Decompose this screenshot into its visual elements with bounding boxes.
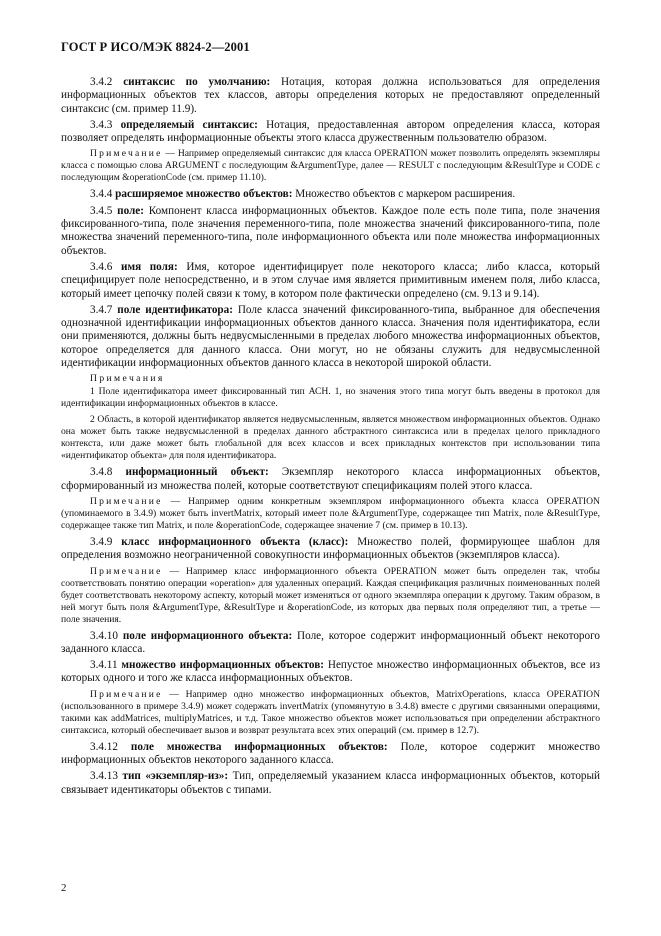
note-3-4-11 bbox=[61, 689, 600, 737]
page-content bbox=[61, 76, 600, 800]
note-label: Примечание bbox=[90, 688, 163, 700]
defined-term: поле идентификатора: bbox=[117, 303, 233, 316]
clause-number: 3.4.9 bbox=[90, 535, 113, 548]
definition-3-4-9 bbox=[61, 536, 600, 563]
clause-number: 3.4.13 bbox=[90, 770, 118, 783]
definition-text: Тип, определяемый указанием класса информационных объектов, который связывает идентикаторы объектов с типами. bbox=[61, 770, 601, 796]
note-text: — Например определяемый синтаксис для класса OPERATION может позволить определять экземпляры класса с помощью слова ARGUMENT с последующим &ArgumentType, далее — RESULT с последующим &ResultType и CODE с последующим &operationCode (см. пример 11.10). bbox=[61, 148, 601, 184]
note-item-1: 1 Поле идентификатора имеет фиксированный тип АСН. 1, но значения этого типа могут быть введены в протокол для идентификации информационных объектов в классе. bbox=[61, 386, 600, 410]
definition-text: Поле, которое содержит множество информационных объектов некоторого заданного класса. bbox=[61, 740, 601, 767]
defined-term: информационный объект: bbox=[125, 466, 269, 479]
definition-text: Поле класса значений фиксированного-типа, выбранное для обеспечения однозначной идентификации информационных объектов данного класса. Значения поля идентификатора, если они применяются, должны быть недвусмысленными в пределах любого множества информационных объектов, которое определяется для данного класса. Они могут, но не обязаны служить для недвусмысленной идентификации информационных объектов данного класса в некоторой широкой области. bbox=[61, 303, 600, 370]
page-number: 2 bbox=[61, 882, 67, 894]
definition-text: Нотация, предоставленная автором определения класса, которая позволяет определять информационные объекты этого класса дружественным пользователю образом. bbox=[61, 118, 600, 145]
clause-number: 3.4.5 bbox=[90, 204, 113, 217]
definition-text: Множество объектов с маркером расширения. bbox=[295, 188, 516, 201]
definition-3-4-5 bbox=[61, 205, 600, 258]
defined-term: синтаксис по умолчанию: bbox=[123, 76, 271, 88]
defined-term: множество информационных объектов: bbox=[121, 659, 324, 672]
definition-3-4-6 bbox=[61, 261, 600, 301]
definition-3-4-12 bbox=[61, 741, 600, 768]
defined-term: класс информационного объекта (класс): bbox=[121, 535, 349, 548]
definition-3-4-10 bbox=[61, 630, 600, 657]
note-3-4-8 bbox=[61, 496, 600, 532]
clause-number: 3.4.10 bbox=[90, 629, 118, 642]
definition-3-4-2 bbox=[61, 76, 600, 116]
definition-3-4-7 bbox=[61, 304, 600, 370]
note-3-4-9 bbox=[61, 566, 600, 626]
defined-term: определяемый синтаксис: bbox=[120, 118, 258, 131]
definition-3-4-4 bbox=[61, 188, 600, 201]
defined-term: имя поля: bbox=[121, 260, 178, 273]
definition-3-4-11 bbox=[61, 659, 600, 686]
definition-text: Непустое множество информационных объектов, все из которых одного и того же класса информационных объектов. bbox=[61, 659, 601, 685]
definition-text: Нотация, которая должна использоваться для определения информационных объектов тех классов, авторы определения которых не предоставляют определенный синтаксис (см. пример 11.9). bbox=[61, 76, 600, 115]
clause-number: 3.4.2 bbox=[90, 76, 113, 88]
definition-3-4-13 bbox=[61, 770, 600, 797]
defined-term: поле множества информационных объектов: bbox=[130, 740, 388, 753]
clause-number: 3.4.8 bbox=[90, 466, 113, 479]
clause-number: 3.4.4 bbox=[90, 188, 113, 201]
note-text: — Например одно множество информационных объектов, MatrixOperations, класса OPERATION (использованного в примере 3.4.9) может содержать invertMatrix (упомянутую в 3.4.8) вместе с другими связанными операциями, такими как addMatrices, multiplyMatrices, и т.д. Такое множество объектов может использоваться при определении абстрактного синтаксиса, который обеспечивает вызов и возврат результата всех этих операций (см. пример в 12.7). bbox=[61, 688, 600, 736]
note-label: Примечание bbox=[90, 495, 163, 507]
definition-text: Множество полей, формирующее шаблон для определения возможно неограниченной совокупности информационных объектов (экземпляров класса). bbox=[61, 535, 600, 562]
note-text: — Например одним конкретным экземпляром информационного объекта класса OPERATION (упоминаемого в 3.4.9) может быть invertMatrix, который имеет поле &ArgumentType, содержащее тип Matrix, поле &ResultType, содержащее также тип Matrix, и поле &operationCode, содержащее значение 7 (см. пример в 10.13). bbox=[61, 495, 600, 531]
notes-heading: Примечания bbox=[90, 373, 165, 385]
note-label: Примечание bbox=[90, 148, 163, 160]
note-3-4-3 bbox=[61, 148, 600, 184]
definition-3-4-8 bbox=[61, 466, 600, 493]
definition-text: Компонент класса информационных объектов. Каждое поле есть поле типа, поле значения фиксированного-типа, поле значения переменного-типа, поле множества значений фиксированного-типа, поле множества значений переменного-типа, поле информационного объекта или поле множества информационных объектов. bbox=[61, 204, 601, 257]
note-text: — Например класс информационного объекта OPERATION может быть определен так, чтобы соответствовать понятию операции «operation» для удаленных операций. Каждая спецификация различных поименованных полей будет соответствовать некоторому аспекту, который может изменяться от одного экземпляра операции к другому. Таким образом, в ней могут быть поля &ArgumentType, &ResultType и &operationCode, из которых два первых поля определяют тип, а третье — поле значения. bbox=[61, 565, 600, 625]
defined-term: тип «экземпляр-из»: bbox=[122, 770, 229, 783]
defined-term: поле: bbox=[117, 204, 144, 217]
standard-title: ГОСТ Р ИСО/МЭК 8824-2—2001 bbox=[61, 40, 250, 54]
clause-number: 3.4.7 bbox=[90, 303, 113, 316]
note-item-2: 2 Область, в которой идентификатор является недвусмысленным, является множеством информационных объектов. Однако она может быть также недвусмысленной в пределах данного абстрактного синтаксиса или в пределах целого прикладного контекста, или даже может быть глобальной для всех классов и всех прикладных контекстов при использовании типа «идентификатор объекта» для поля идентификатора. bbox=[61, 414, 600, 462]
definition-text: Имя, которое идентифицирует поле некоторого класса; либо класса, который специфицирует поле непосредственно, и в этом случае имя является примитивным именем поля, либо класса, который имеет цепочку полей связи к тому, в котором поле фактически определено (см. 9.13 и 9.14). bbox=[61, 260, 600, 300]
defined-term: расширяемое множество объектов: bbox=[115, 188, 293, 201]
clause-number: 3.4.11 bbox=[90, 659, 118, 672]
note-label: Примечание bbox=[90, 565, 163, 577]
clause-number: 3.4.12 bbox=[90, 740, 118, 753]
defined-term: поле информационного объекта: bbox=[122, 629, 293, 642]
definition-text: Экземпляр некоторого класса информационных объектов, сформированный из множества полей, которые соответствуют спецификациям полей этого класса. bbox=[61, 466, 600, 492]
clause-number: 3.4.3 bbox=[90, 118, 113, 131]
definition-text: Поле, которое содержит информационный объект некоторого заданного класса. bbox=[61, 629, 601, 655]
clause-number: 3.4.6 bbox=[90, 260, 113, 273]
definition-3-4-3 bbox=[61, 119, 600, 146]
